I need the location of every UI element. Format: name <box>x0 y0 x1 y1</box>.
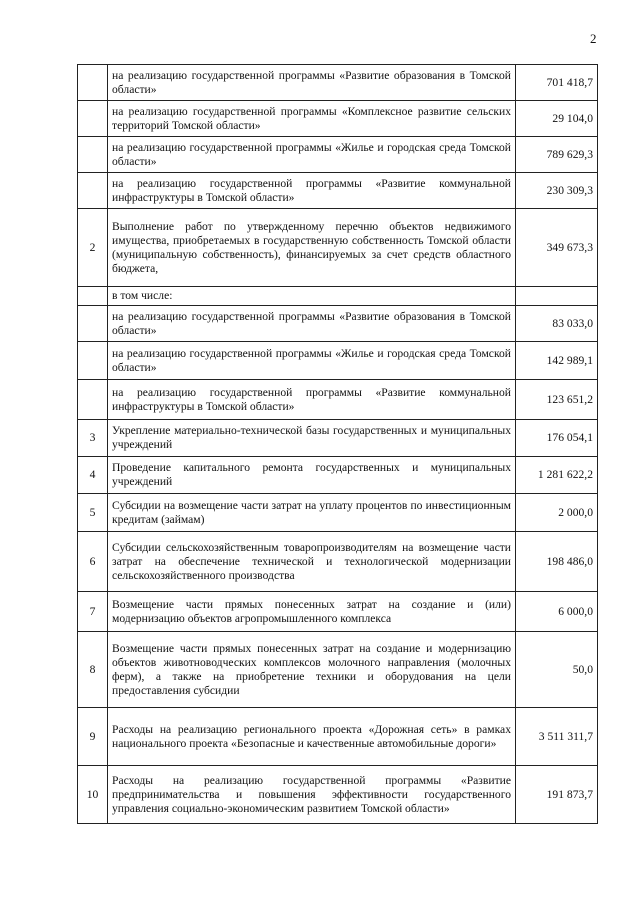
table-row <box>78 173 598 209</box>
row-amount: 2 000,0 <box>516 494 598 532</box>
row-description: Выполнение работ по утвержденному перечню объектов недвижимого имущества, приобретаемых в государственную собственность Томской области (муниципальную собственность), финансируемых за счет средств областного бюджета, <box>108 209 516 287</box>
row-description: на реализацию государственной программы «Жилье и городская среда Томской области» <box>108 137 516 173</box>
row-number <box>78 101 108 137</box>
table-row <box>78 457 598 494</box>
row-amount: 230 309,3 <box>516 173 598 209</box>
row-number <box>78 306 108 342</box>
row-number <box>78 137 108 173</box>
row-amount: 789 629,3 <box>516 137 598 173</box>
row-amount: 29 104,0 <box>516 101 598 137</box>
row-description: Субсидии на возмещение части затрат на уплату процентов по инвестиционным кредитам (займам) <box>108 494 516 532</box>
row-number: 10 <box>78 766 108 824</box>
row-number: 5 <box>78 494 108 532</box>
row-number: 4 <box>78 457 108 494</box>
row-number: 7 <box>78 592 108 632</box>
row-description: Расходы на реализацию регионального проекта «Дорожная сеть» в рамках национального проекта «Безопасные и качественные автомобильные дороги» <box>108 708 516 766</box>
row-number <box>78 65 108 101</box>
table-row <box>78 420 598 457</box>
row-amount: 6 000,0 <box>516 592 598 632</box>
row-description: Возмещение части прямых понесенных затрат на создание и модернизацию объектов животноводческих комплексов молочного направления (молочных ферм), а также на приобретение техники и оборудования на цели предоставления субсидии <box>108 632 516 708</box>
row-amount: 349 673,3 <box>516 209 598 287</box>
row-description: Субсидии сельскохозяйственным товаропроизводителям на возмещение части затрат на обеспечение технической и технологической модернизации сельскохозяйственного производства <box>108 532 516 592</box>
table-row <box>78 380 598 420</box>
row-amount: 50,0 <box>516 632 598 708</box>
table-row <box>78 494 598 532</box>
table-row <box>78 287 598 306</box>
table-row <box>78 708 598 766</box>
row-number: 3 <box>78 420 108 457</box>
row-description: на реализацию государственной программы «Развитие коммунальной инфраструктуры в Томской области» <box>108 380 516 420</box>
row-amount: 1 281 622,2 <box>516 457 598 494</box>
row-amount: 123 651,2 <box>516 380 598 420</box>
table-row <box>78 766 598 824</box>
budget-table <box>77 64 598 824</box>
row-amount: 3 511 311,7 <box>516 708 598 766</box>
row-amount: 176 054,1 <box>516 420 598 457</box>
row-description: на реализацию государственной программы «Жилье и городская среда Томской области» <box>108 342 516 380</box>
row-number <box>78 380 108 420</box>
row-description: в том числе: <box>108 287 516 306</box>
table-row <box>78 592 598 632</box>
row-number <box>78 342 108 380</box>
row-number: 9 <box>78 708 108 766</box>
table-row <box>78 632 598 708</box>
table-row <box>78 137 598 173</box>
table-row <box>78 101 598 137</box>
table-row <box>78 209 598 287</box>
row-description: на реализацию государственной программы «Развитие образования в Томской области» <box>108 65 516 101</box>
row-number <box>78 173 108 209</box>
row-description: на реализацию государственной программы «Развитие образования в Томской области» <box>108 306 516 342</box>
table-row <box>78 306 598 342</box>
table-row <box>78 532 598 592</box>
row-number: 8 <box>78 632 108 708</box>
row-number <box>78 287 108 306</box>
row-amount <box>516 287 598 306</box>
row-amount: 701 418,7 <box>516 65 598 101</box>
table-row <box>78 342 598 380</box>
row-description: Возмещение части прямых понесенных затрат на создание и (или) модернизацию объектов агропромышленного комплекса <box>108 592 516 632</box>
row-amount: 191 873,7 <box>516 766 598 824</box>
row-description: Проведение капитального ремонта государственных и муниципальных учреждений <box>108 457 516 494</box>
row-description: на реализацию государственной программы «Развитие коммунальной инфраструктуры в Томской области» <box>108 173 516 209</box>
row-amount: 83 033,0 <box>516 306 598 342</box>
row-number: 2 <box>78 209 108 287</box>
row-number: 6 <box>78 532 108 592</box>
row-description: Расходы на реализацию государственной программы «Развитие предпринимательства и повышения эффективности государственного управления социально-экономическим развитием Томской области» <box>108 766 516 824</box>
row-description: на реализацию государственной программы «Комплексное развитие сельских территорий Томской области» <box>108 101 516 137</box>
row-amount: 142 989,1 <box>516 342 598 380</box>
row-description: Укрепление материально-технической базы государственных и муниципальных учреждений <box>108 420 516 457</box>
row-amount: 198 486,0 <box>516 532 598 592</box>
table-row <box>78 65 598 101</box>
page-number: 2 <box>590 31 597 46</box>
